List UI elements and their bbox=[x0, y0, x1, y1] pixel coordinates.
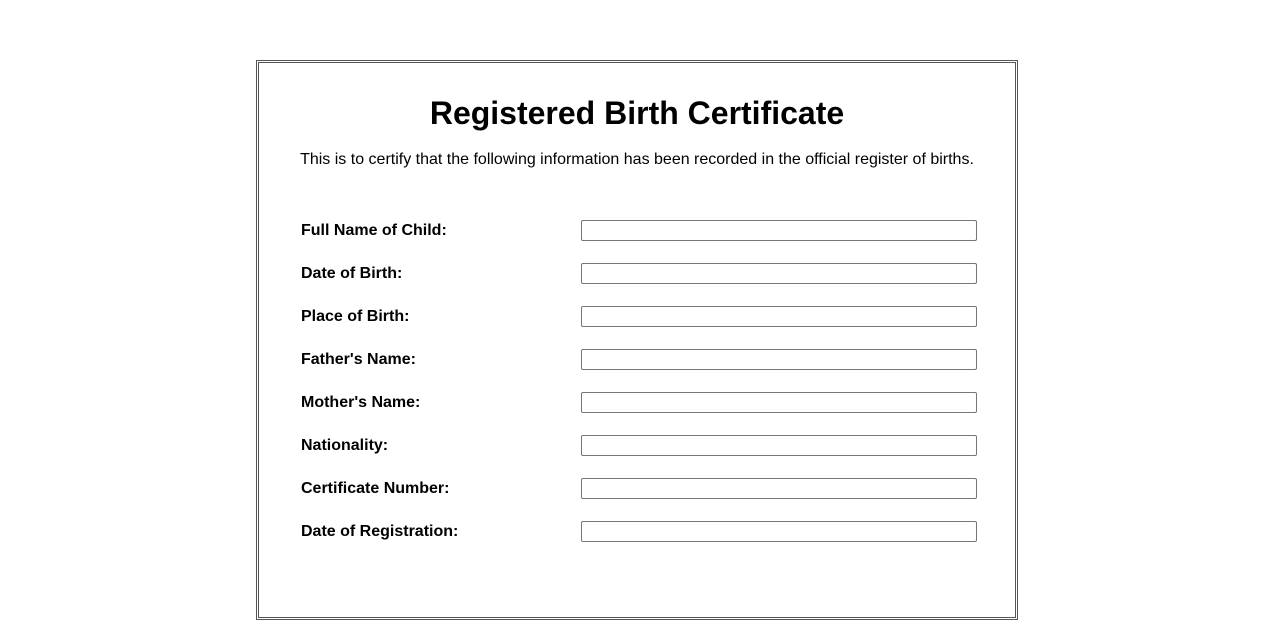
field-row-date-of-birth bbox=[301, 263, 981, 306]
field-row-father-name bbox=[301, 349, 981, 392]
certificate-intro: This is to certify that the following information has been recorded in the official register of births. bbox=[300, 151, 974, 168]
date-of-birth-label: Date of Birth: bbox=[301, 265, 403, 282]
date-of-registration-input[interactable] bbox=[581, 521, 977, 542]
mother-name-label: Mother's Name: bbox=[301, 394, 421, 411]
date-of-registration-label: Date of Registration: bbox=[301, 523, 459, 540]
nationality-label: Nationality: bbox=[301, 437, 389, 454]
child-name-label: Full Name of Child: bbox=[301, 222, 447, 239]
child-name-input[interactable] bbox=[581, 220, 977, 241]
field-row-nationality bbox=[301, 435, 981, 478]
father-name-label: Father's Name: bbox=[301, 351, 416, 368]
field-row-mother-name bbox=[301, 392, 981, 435]
certificate-fields bbox=[301, 220, 981, 564]
mother-name-input[interactable] bbox=[581, 392, 977, 413]
field-row-child-name bbox=[301, 220, 981, 263]
field-row-place-of-birth bbox=[301, 306, 981, 349]
father-name-input[interactable] bbox=[581, 349, 977, 370]
place-of-birth-input[interactable] bbox=[581, 306, 977, 327]
certificate-title: Registered Birth Certificate bbox=[429, 95, 845, 131]
certificate-number-input[interactable] bbox=[581, 478, 977, 499]
birth-certificate-form bbox=[256, 60, 1018, 620]
place-of-birth-label: Place of Birth: bbox=[301, 308, 410, 325]
date-of-birth-input[interactable] bbox=[581, 263, 977, 284]
nationality-input[interactable] bbox=[581, 435, 977, 456]
field-row-certificate-number bbox=[301, 478, 981, 521]
certificate-number-label: Certificate Number: bbox=[301, 480, 450, 497]
field-row-date-of-registration bbox=[301, 521, 981, 564]
